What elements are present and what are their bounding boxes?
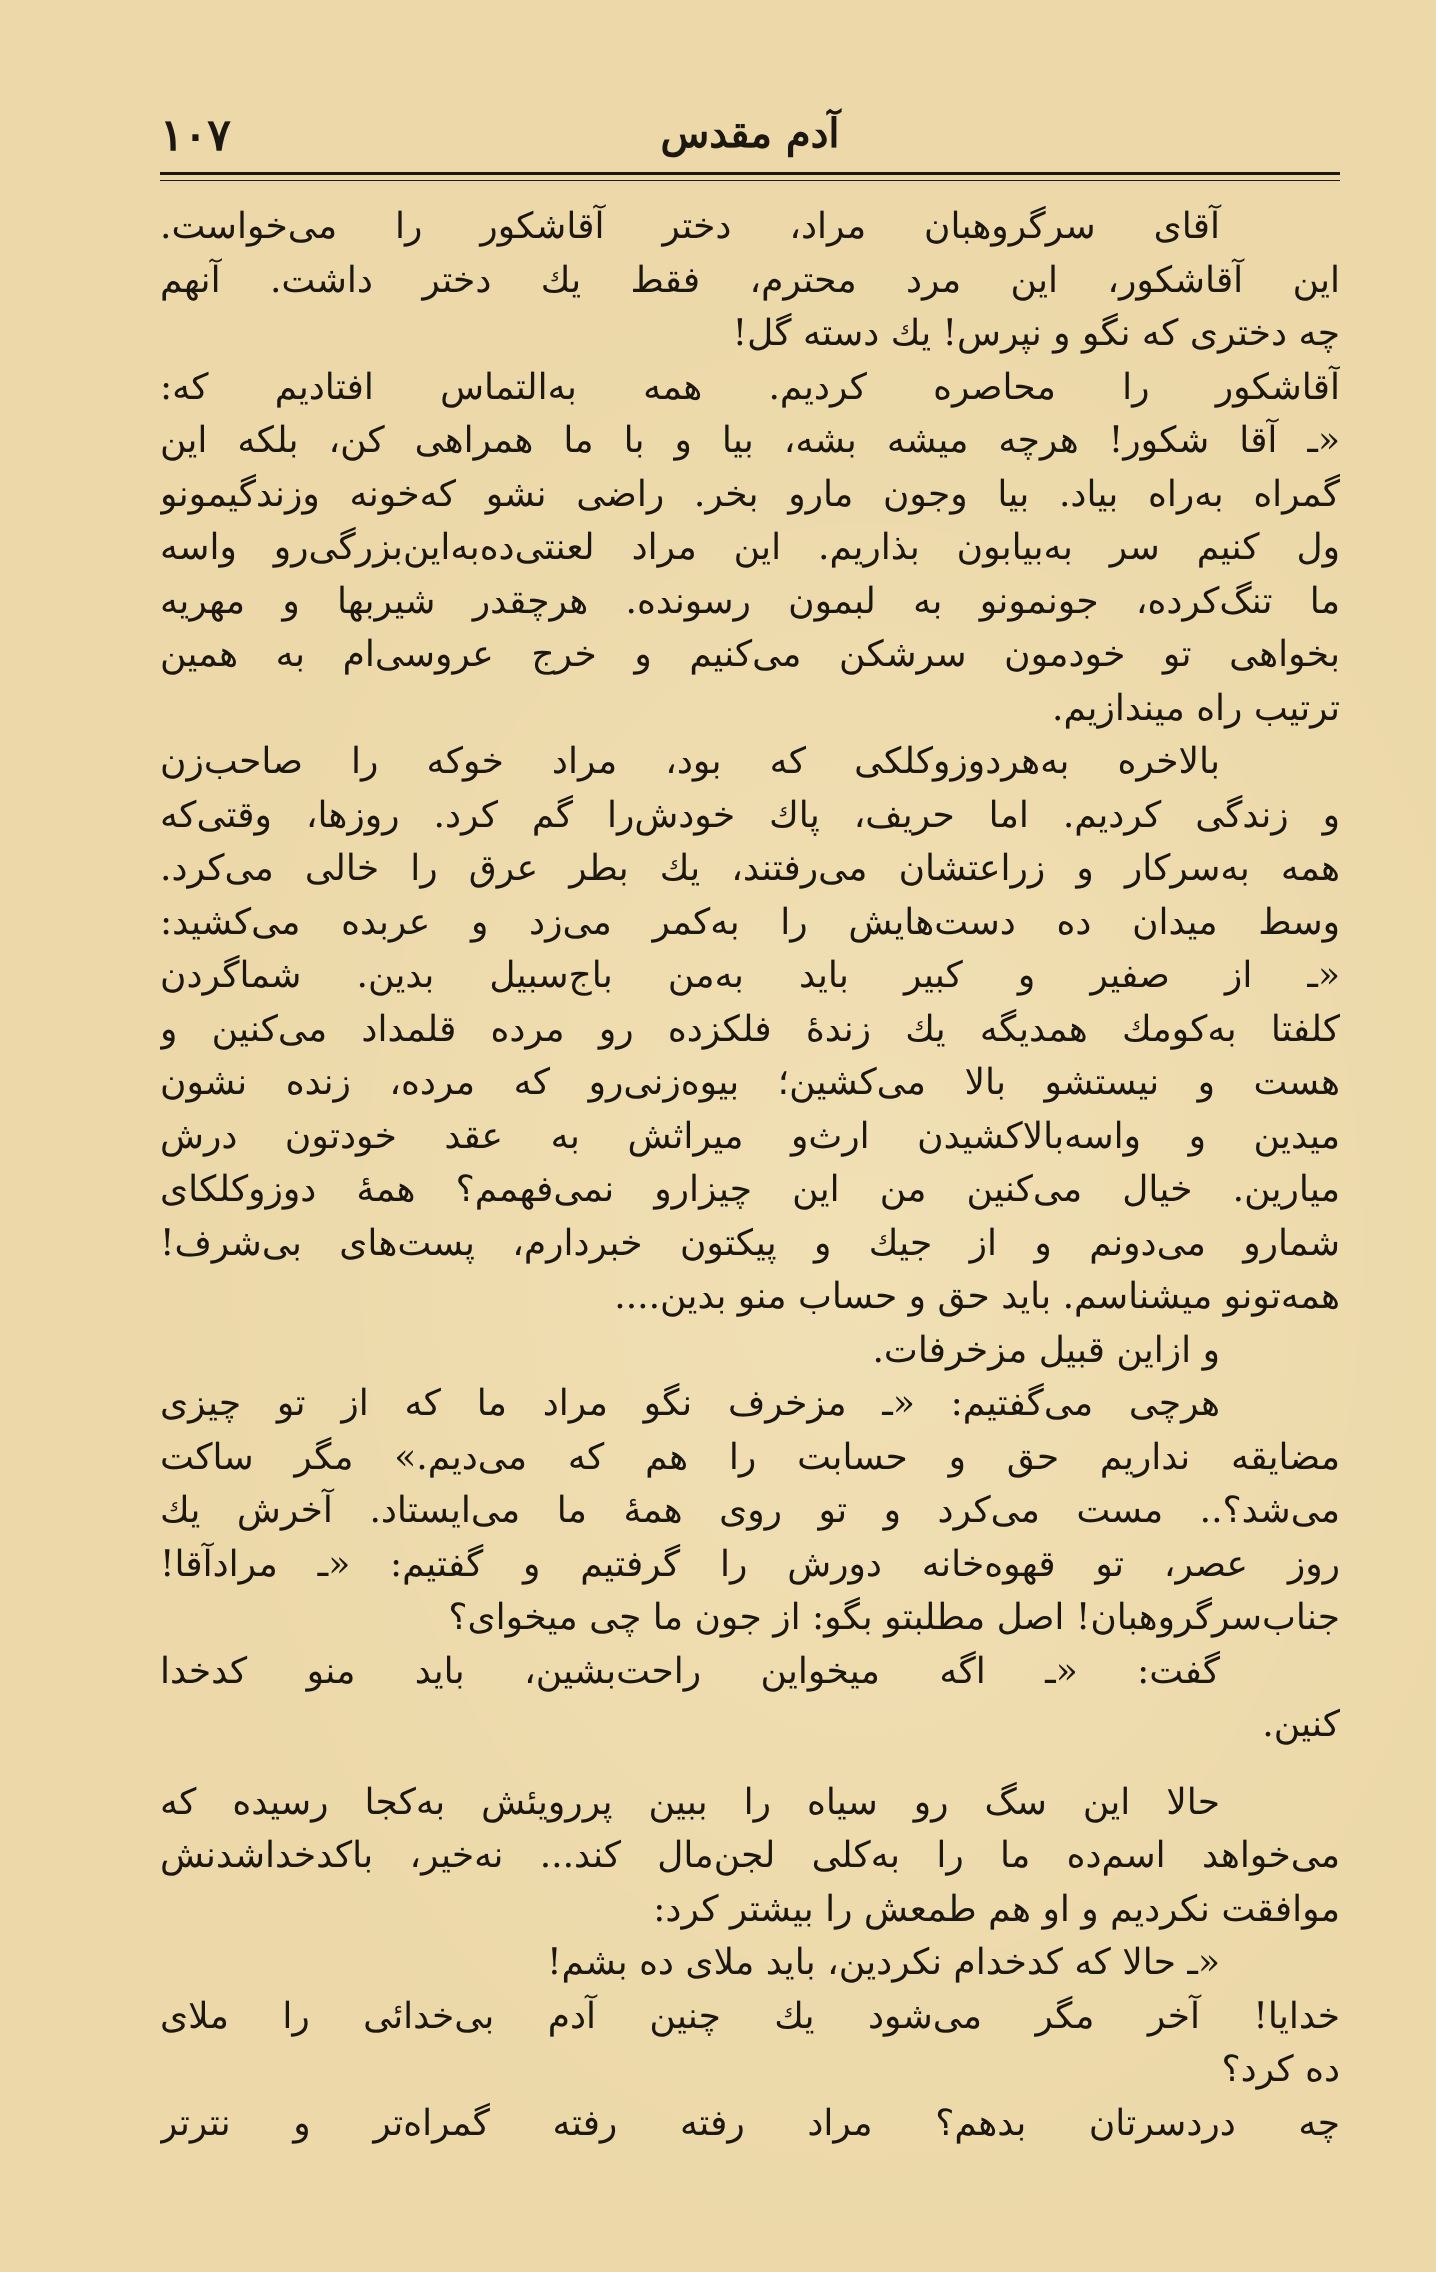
text-line: ترتیب راه میندازیم. bbox=[1052, 687, 1340, 729]
text-line: موافقت نکردیم و او هم طمعش را بیشتر کرد: bbox=[653, 1888, 1340, 1930]
header-rule bbox=[160, 172, 1340, 181]
text-line: این آقاشکور، این مرد محترم، فقط یك دختر داشت. آنهم bbox=[160, 259, 1340, 301]
text-line: ده کرد؟ bbox=[1221, 2049, 1340, 2090]
text-line: شمارو می‌دونم و از جیك و پیکتون خبردارم، پست‌های بی‌شرف! bbox=[160, 1222, 1340, 1264]
text-line: گفت: «ـ اگه میخواین راحت‌بشین، باید منو کدخدا bbox=[160, 1650, 1220, 1692]
text-line: وسط میدان ده دست‌هایش را به‌کمر می‌زد و عربده می‌کشید: bbox=[160, 901, 1340, 943]
body-text bbox=[160, 200, 1340, 2150]
text-line: کنین. bbox=[1262, 1704, 1340, 1745]
running-title: آدم مقدس bbox=[660, 110, 840, 157]
text-line: جناب‌سرگروهبان! اصل مطلبتو بگو: از جون ما چی میخوای؟ bbox=[448, 1597, 1340, 1638]
text-line: «ـ از صفیر و کبیر باید به‌من باج‌سبیل بدین. شماگردن bbox=[160, 955, 1340, 996]
text-line: همه‌تونو میشناسم. باید حق و حساب منو بدین.... bbox=[614, 1276, 1340, 1317]
text-line: می‌شد؟.. مست می‌کرد و تو روی همهٔ ما می‌ایستاد. آخرش یك bbox=[160, 1490, 1340, 1531]
text-line: میارین. خیال می‌کنین من این چیزارو نمی‌فهمم؟ همهٔ دوزوکلکای bbox=[160, 1169, 1340, 1210]
text-line: میدین و واسه‌بالاکشیدن ارث‌و میراثش به عقد خودتون درش bbox=[160, 1115, 1340, 1157]
text-line: «ـ آقا شکور! هرچه میشه بشه، بیا و با ما همراهی کن، بلکه این bbox=[160, 420, 1340, 461]
text-line: بخواهی تو خودمون سرشکن می‌کنیم و خرج عروسی‌ام به همین bbox=[160, 634, 1340, 675]
text-line: و ازاین قبیل مزخرفات. bbox=[872, 1329, 1220, 1371]
text-line: مضایقه نداریم حق و حسابت را هم که می‌دیم.» مگر ساکت bbox=[160, 1436, 1340, 1478]
page-number: ۱۰۷ bbox=[160, 110, 231, 161]
text-line: چه دردسرتان بدهم؟ مراد رفته رفته گمراه‌تر و نترتر bbox=[160, 2102, 1340, 2144]
text-line: ما تنگ‌کرده، جونمونو به لبمون رسونده. هرچقدر شیربها و مهریه bbox=[160, 580, 1340, 622]
text-line: می‌خواهد اسم‌ده ما را به‌کلی لجن‌مال کند... نه‌خیر، باکدخداشدنش bbox=[160, 1835, 1340, 1876]
text-line: هرچی می‌گفتیم: «ـ مزخرف نگو مراد ما که از تو چیزی bbox=[160, 1383, 1220, 1424]
text-line: روز عصر، تو قهوه‌خانه دورش را گرفتیم و گفتیم: «ـ مرادآقا! bbox=[160, 1543, 1340, 1585]
text-line: ول کنیم سر به‌بیابون بذاریم. این مراد لعنتی‌ده‌به‌این‌بزرگی‌رو واسه bbox=[160, 527, 1340, 568]
text-line: همه به‌سرکار و زراعتشان می‌رفتند، یك بطر عرق را خالی می‌کرد. bbox=[160, 848, 1340, 889]
text-line: گمراه به‌راه بیاد. بیا وجون مارو بخر. راضی نشو که‌خونه وزندگیمونو bbox=[160, 473, 1340, 515]
text-line: حالا این سگ رو سیاه را ببین پررویئش به‌کجا رسیده که bbox=[160, 1781, 1220, 1823]
text-line: آقای سرگروهبان مراد، دختر آقاشکور را می‌خواست. bbox=[160, 206, 1220, 247]
text-line: و زندگی کردیم. اما حریف، پاك خودش‌را گم کرد. روزها، وقتی‌که bbox=[160, 794, 1340, 836]
text-line: بالاخره به‌هردوزوکلکی که بود، مراد خوکه را صاحب‌زن bbox=[160, 741, 1220, 782]
text-line: کلفتا به‌کومك همدیگه یك زندهٔ فلکزده رو مرده قلمداد می‌کنین و bbox=[160, 1008, 1340, 1050]
text-line: چه دختری که نگو و نپرس! یك دسته گل! bbox=[732, 313, 1340, 354]
text-line: خدایا! آخر مگر می‌شود یك چنین آدم بی‌خدائی را ملای bbox=[160, 1995, 1340, 2037]
text-line: آقاشکور را محاصره کردیم. همه به‌التماس افتادیم که: bbox=[160, 366, 1340, 408]
page-header bbox=[160, 100, 1340, 180]
text-line: هست و نیستشو بالا می‌کشین؛ بیوه‌زنی‌رو که مرده، زنده نشون bbox=[160, 1062, 1340, 1103]
text-line: «ـ حالا که کدخدام نکردین، باید ملای ده بشم! bbox=[547, 1942, 1220, 1983]
